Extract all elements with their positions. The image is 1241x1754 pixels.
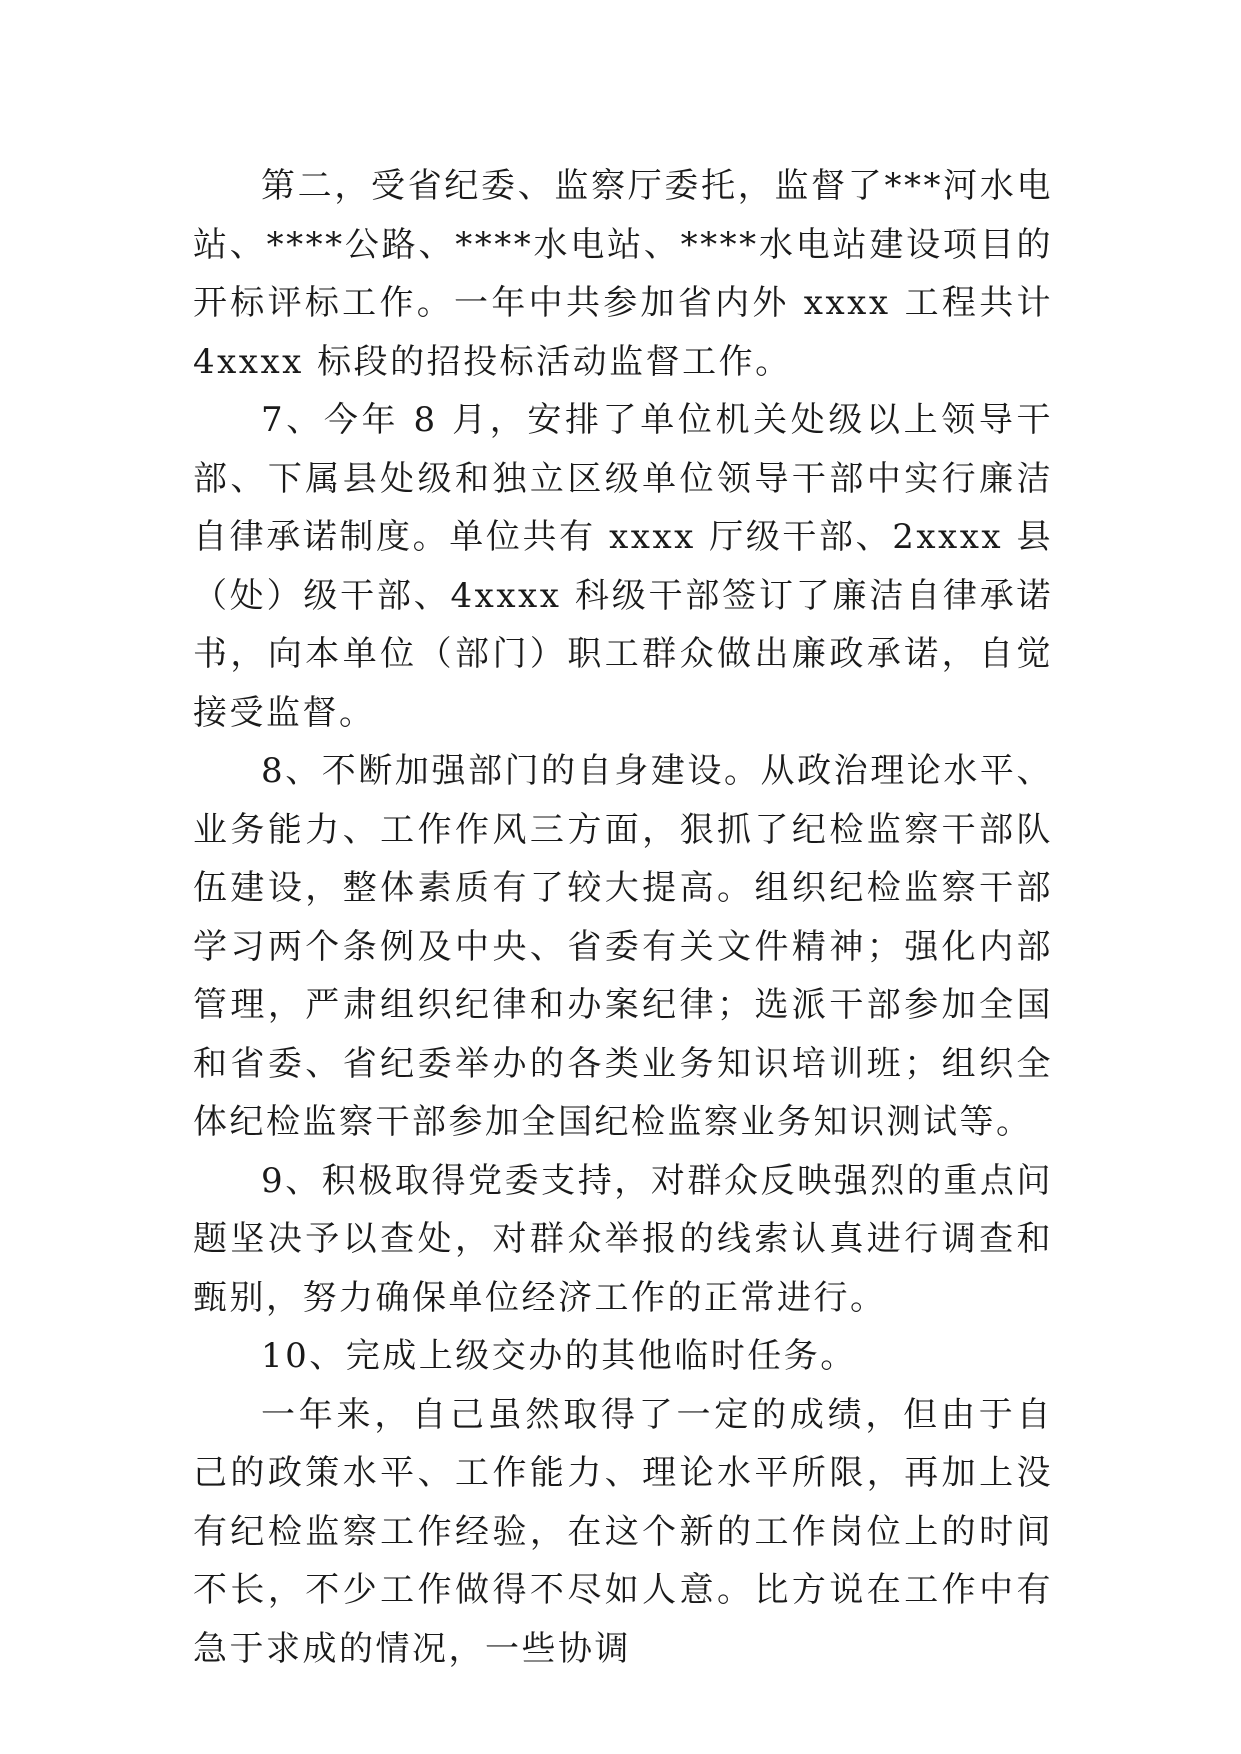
paragraph-self-assessment: 一年来，自己虽然取得了一定的成绩，但由于自己的政策水平、工作能力、理论水平所限，再加上没有纪检监察工作经验，在这个新的工作岗位上的时间不长，不少工作做得不尽如人意。比方说在工作中有急于求成的情况，一些协调: [193, 1394, 1053, 1669]
paragraph-team-building: 8、不断加强部门的自身建设。从政治理论水平、业务能力、工作作风三方面，狠抓了纪检监察干部队伍建设，整体素质有了较大提高。组织纪检监察干部学习两个条例及中央、省委有关文件精神；强化内部管理，严肃组织纪律和办案纪律；选派干部参加全国和省委、省纪委举办的各类业务知识培训班；组织全体纪检监察干部参加全国纪检监察业务知识测试等。: [193, 751, 1053, 1142]
paragraph-party-support: 9、积极取得党委支持，对群众反映强烈的重点问题坚决予以查处，对群众举报的线索认真进行调查和甄别，努力确保单位经济工作的正常进行。: [193, 1160, 1053, 1318]
paragraph-other-tasks: 10、完成上级交办的其他临时任务。: [261, 1336, 857, 1376]
paragraph-integrity-pledge: 7、今年 8 月，安排了单位机关处级以上领导干部、下属县处级和独立区级单位领导干部中实行廉洁自律承诺制度。单位共有 xxxx 厅级干部、2xxxx 县（处）级干部、4xxxx 科级干部签订了廉洁自律承诺书，向本单位（部门）职工群众做出廉政承诺，自觉接受监督。: [193, 400, 1053, 733]
paragraph-bidding-supervision: 第二，受省纪委、监察厅委托，监督了***河水电站、****公路、****水电站、****水电站建设项目的开标评标工作。一年中共参加省内外 xxxx 工程共计 4xxxx 标段的招投标活动监督工作。: [193, 166, 1053, 382]
document-body: [193, 157, 1053, 1678]
